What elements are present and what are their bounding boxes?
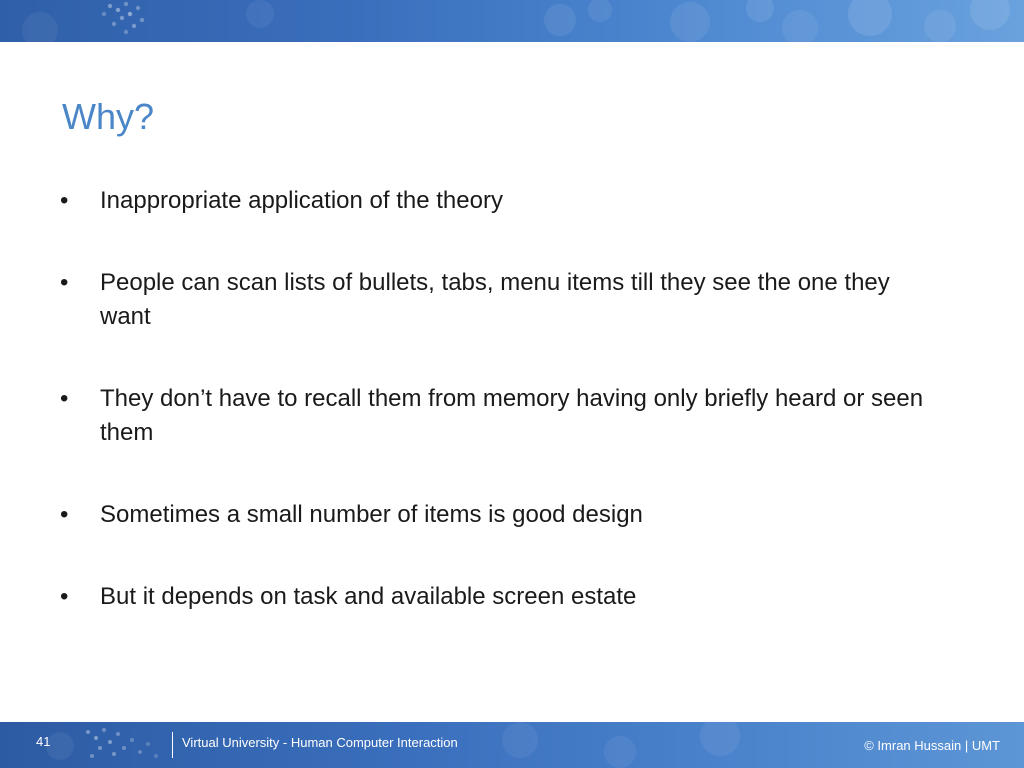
footer-copyright: © Imran Hussain | UMT xyxy=(864,738,1000,753)
banner-decoration xyxy=(0,0,1024,42)
footer-bar xyxy=(0,722,1024,768)
top-banner xyxy=(0,0,1024,42)
slide-title: Why? xyxy=(62,96,155,137)
bullet-marker: • xyxy=(60,385,69,412)
page-number: 41 xyxy=(36,734,51,749)
footer-course-title: Virtual University - Human Computer Interaction xyxy=(182,735,458,750)
bullet-marker: • xyxy=(60,501,69,528)
bullet-item xyxy=(60,382,940,450)
bullet-marker: • xyxy=(60,583,69,610)
bullet-item xyxy=(60,580,940,614)
bullet-text: Sometimes a small number of items is good design xyxy=(100,501,643,528)
bullet-marker: • xyxy=(60,187,69,214)
bullet-text: But it depends on task and available screen estate xyxy=(100,583,637,610)
bullet-text: People can scan lists of bullets, tabs, menu items till they see the one they want xyxy=(100,269,890,330)
bullet-item xyxy=(60,266,940,334)
bullet-item xyxy=(60,498,940,532)
bullet-text: They don’t have to recall them from memory having only briefly heard or seen them xyxy=(100,385,924,446)
bullet-item xyxy=(60,184,940,218)
footer-divider xyxy=(172,732,173,758)
bullet-text: Inappropriate application of the theory xyxy=(100,187,503,214)
bullet-marker: • xyxy=(60,269,69,296)
bullet-list xyxy=(60,184,940,614)
